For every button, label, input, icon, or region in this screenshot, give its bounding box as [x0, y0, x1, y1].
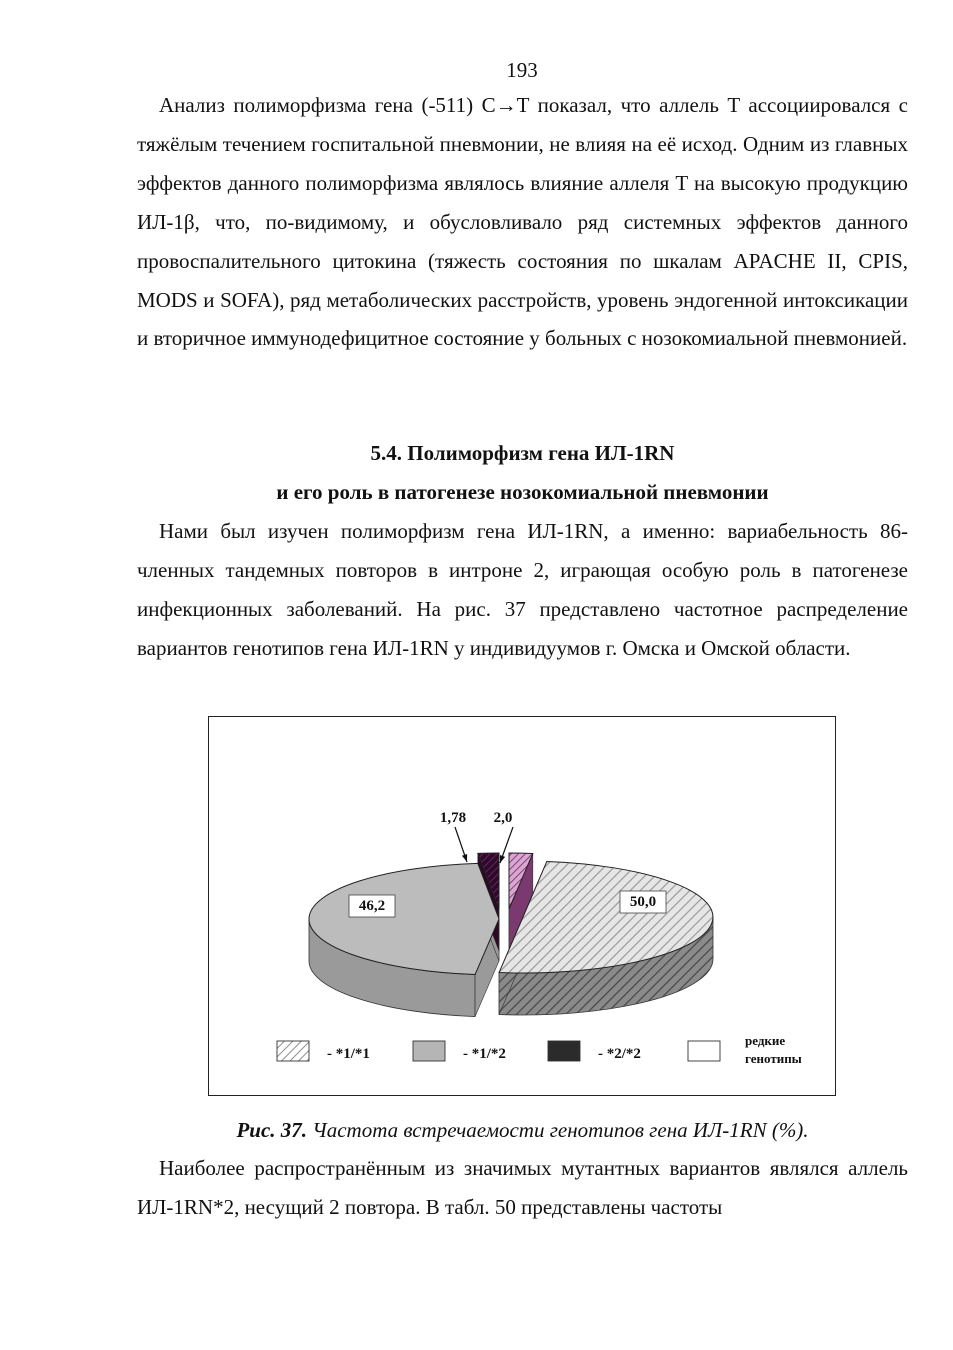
- paragraph-text: Анализ полиморфизма гена (-511) C→T показал, что аллель T ассоциировался с тяжёлым течением госпитальной пневмонии, не влияя на её исход. Одним из главных эффектов данного полиморфизма являлось влияние аллеля T на высокую продукцию ИЛ-1β, что, по-видимому, и обусловливало ряд системных эффектов данного провоспалительного цитокина (тяжесть состояния по шкалам APACHE II, CPIS, MODS и SOFA), ряд метаболических расстройств, уровень эндогенной интоксикации и вторичное иммунодефицитное состояние у больных с нозокомиальной пневмонией.: [137, 93, 908, 351]
- data-label: 46,2: [358, 898, 386, 914]
- legend-label: генотипы: [745, 1051, 802, 1066]
- body-paragraph-2: [137, 512, 908, 668]
- section-subheading: и его роль в патогенезе нозокомиальной пневмонии: [276, 480, 769, 504]
- legend-swatch: [413, 1041, 445, 1061]
- paragraph-text: Наиболее распространённым из значимых мутантных вариантов являлся аллель ИЛ-1RN*2, несущий 2 повтора. В табл. 50 представлены частоты: [137, 1156, 908, 1219]
- figure-caption: [137, 1111, 908, 1149]
- legend-swatch: [277, 1041, 309, 1061]
- pie-slices: [309, 853, 713, 1017]
- chart-legend: [277, 1033, 802, 1066]
- page-number: 193: [506, 58, 538, 82]
- legend-swatch: [548, 1041, 580, 1061]
- legend-label: - *2/*2: [598, 1046, 641, 1062]
- pie-chart-figure: [208, 716, 836, 1096]
- data-label: 2,0: [493, 810, 513, 826]
- body-paragraph-3: [137, 1149, 908, 1227]
- legend-label: - *1/*2: [463, 1046, 506, 1062]
- paragraph-text: Нами был изучен полиморфизм гена ИЛ-1RN, а именно: вариабельность 86-членных тандемных повторов в интроне 2, играющая особую роль в патогенезе инфекционных заболеваний. На рис. 37 представлено частотное распределение вариантов генотипов гена ИЛ-1RN у индивидуумов г. Омска и Омской области.: [137, 519, 908, 660]
- data-label: 1,78: [439, 810, 467, 826]
- body-paragraph-1: [137, 86, 908, 358]
- label-arrowhead: [500, 855, 505, 863]
- pie-chart: [209, 717, 834, 1094]
- data-label: 50,0: [629, 894, 657, 910]
- legend-label: - *1/*1: [327, 1046, 370, 1062]
- section-heading: 5.4. Полиморфизм гена ИЛ-1RN: [370, 441, 675, 465]
- legend-swatch: [688, 1041, 720, 1061]
- caption-label: Рис. 37.: [236, 1118, 308, 1142]
- caption-text: Частота встречаемости генотипов гена ИЛ-1RN (%).: [312, 1118, 809, 1142]
- legend-label: редкие: [745, 1033, 786, 1048]
- label-arrowhead: [462, 854, 467, 862]
